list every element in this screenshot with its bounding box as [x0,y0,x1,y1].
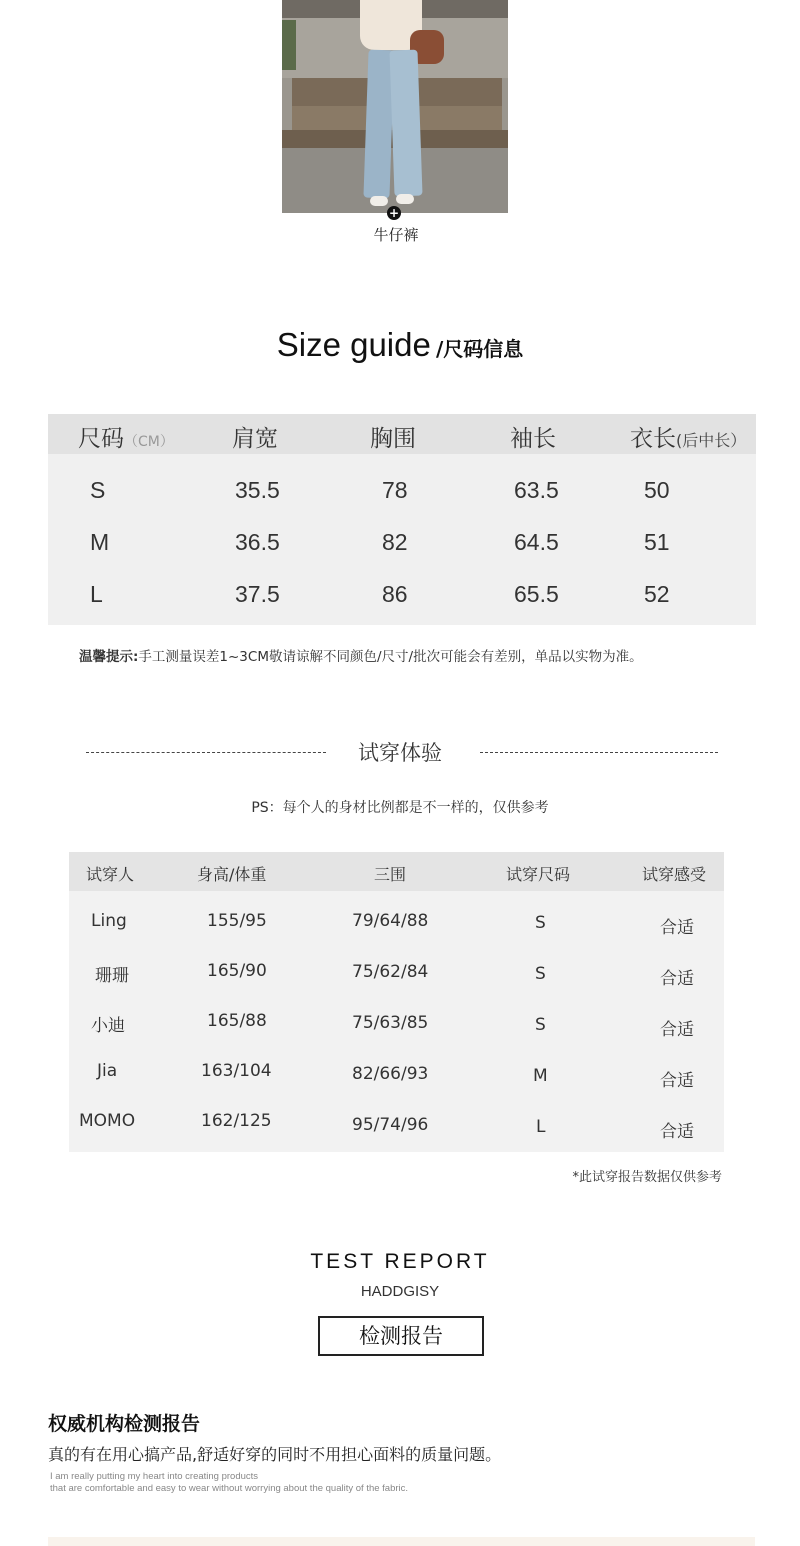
tester-name: Jia [97,1061,118,1081]
try-on-title: 试穿体验 [358,741,442,765]
measurements: 75/62/84 [352,962,429,982]
tip-text: 手工测量误差1~3CM敬请谅解不同颜色/尺寸/批次可能会有差别，单品以实物为准。 [138,649,643,665]
try-size: L [536,1117,546,1137]
feeling: 合适 [660,1122,694,1142]
size-cell: L [90,581,103,607]
header-length: 衣长(后中长） [630,426,747,452]
feeling: 合适 [660,1071,694,1091]
test-report-button[interactable]: 检测报告 [318,1316,484,1356]
tester-name: 小迪 [91,1016,125,1036]
try-on-table-header [69,852,724,891]
try-size: M [533,1066,548,1086]
size-guide-title-en: Size guide [276,326,431,363]
tip-label: 温馨提示: [79,649,139,665]
auth-report-desc: 真的有在用心搞产品,舒适好穿的同时不用担心面料的质量问题。 [48,1445,502,1464]
height-weight: 165/88 [207,1011,267,1031]
measurements: 82/66/93 [352,1064,429,1084]
height-weight: 162/125 [201,1111,272,1131]
feeling: 合适 [660,918,694,938]
header-shoulder: 肩宽 [232,426,278,452]
tester-name: 珊珊 [95,966,129,986]
divider-right [480,752,718,753]
product-photo[interactable] [282,0,508,213]
sleeve-cell: 65.5 [514,581,559,607]
header-measurements: 三围 [374,865,407,884]
try-size: S [535,964,546,984]
auth-report-en-line-1: I am really putting my heart into creating products [50,1471,259,1482]
measurements: 79/64/88 [352,911,429,931]
product-caption: 牛仔裤 [373,226,419,244]
measurements: 75/63/85 [352,1013,429,1033]
header-feeling: 试穿感受 [642,865,707,884]
tester-name: MOMO [79,1111,136,1131]
try-size: S [535,1015,546,1035]
sleeve-cell: 63.5 [514,477,559,503]
chest-cell: 86 [382,581,408,607]
size-table-header [48,414,756,454]
shoulder-cell: 36.5 [235,529,280,555]
header-height-weight: 身高/体重 [197,865,267,884]
size-cell: S [90,477,106,503]
sleeve-cell: 64.5 [514,529,559,555]
brand-name: HADDGISY [360,1283,440,1300]
photo-shoe-left [370,196,388,206]
photo-shoe-right [396,194,414,204]
photo-plant [282,20,296,70]
tester-name: Ling [91,911,127,931]
try-on-ps: PS：每个人的身材比例都是不一样的，仅供参考 [251,800,549,816]
plus-circle-icon[interactable]: + [388,206,400,220]
length-cell: 51 [644,529,670,555]
chest-cell: 82 [382,529,408,555]
size-guide-title-zh: /尺码信息 [435,337,524,361]
measurements: 95/74/96 [352,1115,429,1135]
size-guide-title [0,326,800,364]
try-on-table [69,852,724,1152]
photo-jeans-right [389,50,422,197]
chest-cell: 78 [382,477,408,503]
shoulder-cell: 35.5 [235,477,280,503]
length-cell: 52 [644,581,670,607]
try-size: S [535,913,546,933]
test-report-title: TEST REPORT [310,1250,490,1273]
auth-report-en-line-2: that are comfortable and easy to wear without worrying about the quality of the fabric. [50,1483,409,1494]
auth-report-en [50,1471,408,1495]
feeling: 合适 [660,1020,694,1040]
length-cell: 50 [644,477,670,503]
measurement-tip [79,645,643,665]
size-cell: M [90,529,110,555]
header-size-unit: （CM） [124,434,174,450]
height-weight: 163/104 [201,1061,272,1081]
header-try-size: 试穿尺码 [506,865,571,884]
height-weight: 165/90 [207,961,267,981]
auth-report-title: 权威机构检测报告 [48,1413,201,1435]
feeling: 合适 [660,969,694,989]
bottom-section-strip [48,1537,755,1546]
header-sleeve: 袖长 [510,426,556,452]
header-size: 尺码（CM） [78,426,174,452]
try-on-note: *此试穿报告数据仅供参考 [572,1170,722,1185]
shoulder-cell: 37.5 [235,581,280,607]
size-table [48,414,756,625]
header-tester: 试穿人 [86,865,135,884]
header-chest: 胸围 [370,426,416,452]
header-length-note: (后中长） [676,431,747,450]
height-weight: 155/95 [207,911,267,931]
